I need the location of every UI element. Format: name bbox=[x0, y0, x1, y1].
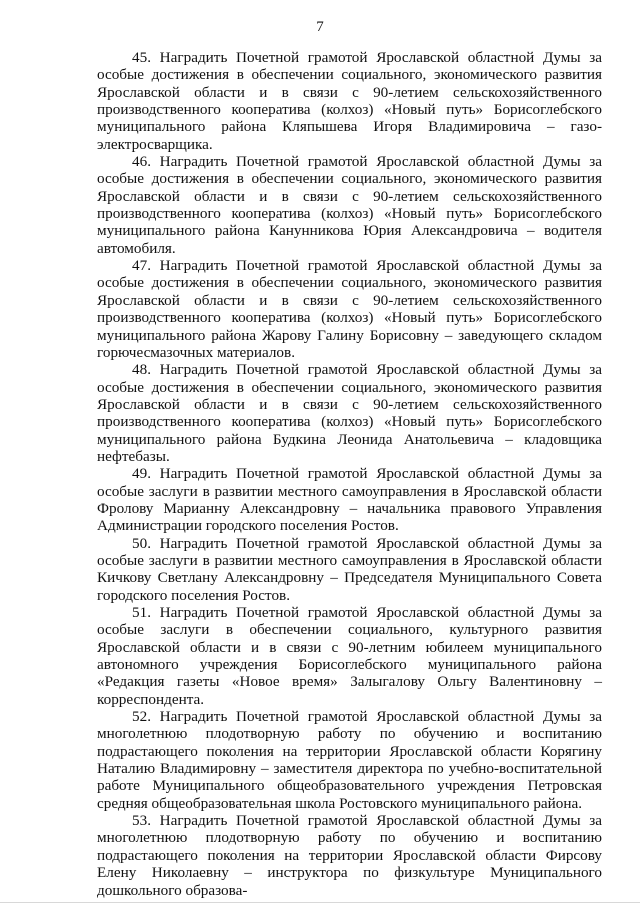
page-number: 7 bbox=[316, 19, 324, 35]
paragraph-51: 51. Наградить Почетной грамотой Ярославской областной Думы за особые заслуги в обеспечении социального, культурного развития Ярославской области и в связи с 90-летним юбилеем муниципального автономного учреждения Борисоглебского муниципального района «Редакция газеты «Новое время» Залыгалову Ольгу Валентиновну – корреспондента. bbox=[97, 604, 602, 708]
paragraph-48: 48. Наградить Почетной грамотой Ярославской областной Думы за особые достижения в обеспечении социального, экономического развития Ярославской области и в связи с 90-летием сельскохозяйственного производственного кооператива (колхоз) «Новый путь» Борисоглебского муниципального района Будкина Леонида Анатольевича – кладовщика нефтебазы. bbox=[97, 361, 602, 465]
paragraph-52: 52. Наградить Почетной грамотой Ярославской областной Думы за многолетнюю плодотворную работу по обучению и воспитанию подрастающего поколения на территории Ярославской области Корягину Наталию Владимировну – заместителя директора по учебно-воспитательной работе Муниципального общеобразовательного учреждения Петровская средняя общеобразовательная школа Ростовского муниципального района. bbox=[97, 708, 602, 812]
paragraph-50: 50. Наградить Почетной грамотой Ярославской областной Думы за особые заслуги в развитии местного самоуправления в Ярославской области Кичкову Светлану Александровну – Председателя Муниципального Совета городского поселения Ростов. bbox=[97, 534, 602, 604]
paragraph-49: 49. Наградить Почетной грамотой Ярославской областной Думы за особые заслуги в развитии местного самоуправления в Ярославской области Фролову Марианну Александровну – начальника правового Управления Администрации городского поселения Ростов. bbox=[97, 465, 602, 535]
paragraph-46: 46. Наградить Почетной грамотой Ярославской областной Думы за особые достижения в обеспечении социального, экономического развития Ярославской области и в связи с 90-летием сельскохозяйственного производственного кооператива (колхоз) «Новый путь» Борисоглебского муниципального района Канунникова Юрия Александровича – водителя автомобиля. bbox=[97, 153, 602, 257]
paragraph-53: 53. Наградить Почетной грамотой Ярославской областной Думы за многолетнюю плодотворную работу по обучению и воспитанию подрастающего поколения на территории Ярославской области Фирсову Елену Николаевну – инструктора по физкультуре Муниципального дошкольного образова- bbox=[97, 812, 602, 899]
paragraph-45: 45. Наградить Почетной грамотой Ярославской областной Думы за особые достижения в обеспечении социального, экономического развития Ярославской области и в связи с 90-летием сельскохозяйственного производственного кооператива (колхоз) «Новый путь» Борисоглебского муниципального района Кляпышева Игоря Владимировича – газо-электросварщика. bbox=[97, 49, 602, 153]
paragraph-47: 47. Наградить Почетной грамотой Ярославской областной Думы за особые достижения в обеспечении социального, экономического развития Ярославской области и в связи с 90-летием сельскохозяйственного производственного кооператива (колхоз) «Новый путь» Борисоглебского муниципального района Жарову Галину Борисовну – заведующего складом горючесмазочных материалов. bbox=[97, 257, 602, 361]
document-body bbox=[97, 49, 602, 899]
page-bottom-edge bbox=[0, 902, 640, 903]
